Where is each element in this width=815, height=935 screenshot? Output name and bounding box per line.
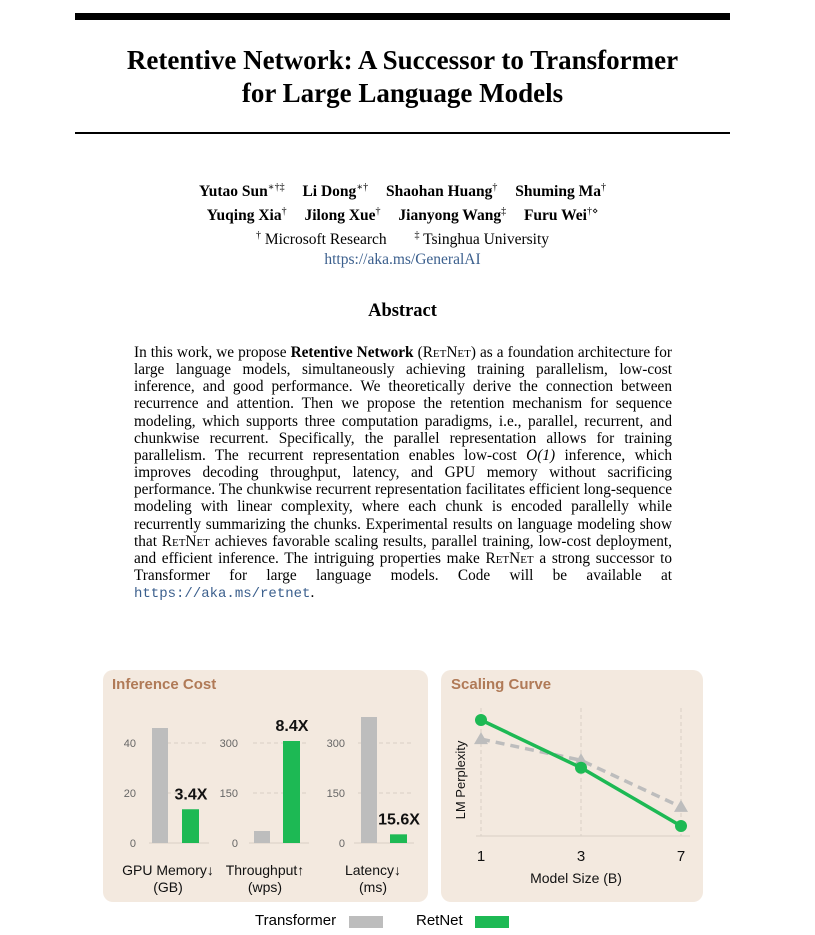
tick-label: 40: [123, 738, 136, 750]
author: Yuqing Xia†: [206, 206, 287, 225]
tick-label: 150: [219, 788, 238, 800]
scaling-curve-title: Scaling Curve: [451, 676, 552, 693]
tick-label: 1: [476, 848, 486, 865]
x-axis-label: Latency↓: [344, 862, 402, 878]
x-axis-label: Model Size (B): [530, 870, 622, 886]
code-link[interactable]: https://aka.ms/retnet: [134, 586, 311, 603]
author: Jianyong Wang‡: [398, 206, 507, 225]
authors-line-2: [75, 202, 730, 226]
affiliation-microsoft: † Microsoft Research: [255, 230, 387, 249]
x-axis-unit: (ms): [359, 879, 387, 895]
abstract-heading: Abstract: [368, 301, 437, 321]
x-axis-unit: (wps): [247, 879, 283, 895]
tick-label: 3: [576, 848, 586, 865]
author: Yutao Sun∗†‡: [199, 182, 285, 201]
x-axis-unit: (GB): [153, 879, 183, 895]
tick-label: 300: [219, 738, 238, 750]
tick-label: 0: [231, 838, 238, 850]
x-axis-label: Throughput↑: [225, 862, 305, 878]
legend-transformer-swatch: [349, 916, 383, 928]
affiliation-tsinghua: ‡ Tsinghua University: [414, 230, 550, 249]
speedup-label: 3.4X: [174, 786, 208, 804]
inference-cost-title: Inference Cost: [112, 676, 217, 693]
tick-label: 150: [326, 788, 345, 800]
legend-retnet-swatch: [475, 916, 509, 928]
author: Jilong Xue†: [304, 206, 381, 225]
tick-label: 0: [129, 838, 136, 850]
scaling-curve-panel: [441, 670, 703, 902]
tick-label: 300: [326, 738, 345, 750]
tick-label: 0: [338, 838, 345, 850]
title-line-1: Retentive Network: A Successor to Transformer: [126, 45, 679, 75]
title-line-2: for Large Language Models: [241, 78, 564, 108]
inference-cost-panel: [103, 670, 428, 902]
author: Li Dong∗†: [302, 182, 369, 201]
model-name: Retentive Network: [290, 344, 414, 361]
big-o-math: O(1): [526, 446, 556, 464]
legend-transformer-label: Transformer: [255, 912, 337, 929]
authors-line-1: [75, 178, 730, 202]
author: Shaohan Huang†: [385, 182, 498, 201]
figure-legend: [0, 912, 815, 932]
paper-title: [75, 44, 730, 110]
speedup-label: 15.6X: [378, 811, 420, 829]
tick-label: 7: [676, 848, 686, 865]
top-rule: [75, 13, 730, 20]
author: Furu Wei†⋄: [523, 206, 599, 225]
tick-label: 20: [123, 788, 136, 800]
abstract-body: In this work, we propose Retentive Network (RetNet) as a foundation architecture for large language models, simultaneously achieving training parallelism, low-cost inference, and good performance. We theoretically derive the connection between recurrence and attention. Then we propose the retention mechanism for sequence modeling, which supports three computation paradigms, i.e., parallel, recurrent, and chunkwise recurrent. Specifically, the parallel representation allows for training parallelism. The recurrent representation enables low-cost O(1) inference, which improves decoding throughput, latency, and GPU memory without sacrificing performance. The chunkwise recurrent representation facilitates efficient long-sequence modeling with linear complexity, where each chunk is encoded parallelly while recurrently summarizing the chunks. Experimental results on language modeling show that RetNet achieves favorable scaling results, parallel training, low-cost deployment, and efficient inference. The intriguing properties make RetNet a strong successor to Transformer for large language models. Code will be available at https://aka.ms/retnet.: [134, 344, 672, 603]
y-axis-label: LM Perplexity: [453, 740, 468, 820]
author: Shuming Ma†: [515, 182, 606, 201]
bottom-rule: [75, 132, 730, 134]
affiliations: [75, 226, 730, 250]
x-axis-label: GPU Memory↓: [122, 862, 214, 878]
speedup-label: 8.4X: [275, 718, 309, 735]
project-link[interactable]: https://aka.ms/GeneralAI: [324, 251, 481, 269]
legend-retnet-label: RetNet: [416, 912, 463, 929]
author-block: [75, 178, 730, 270]
